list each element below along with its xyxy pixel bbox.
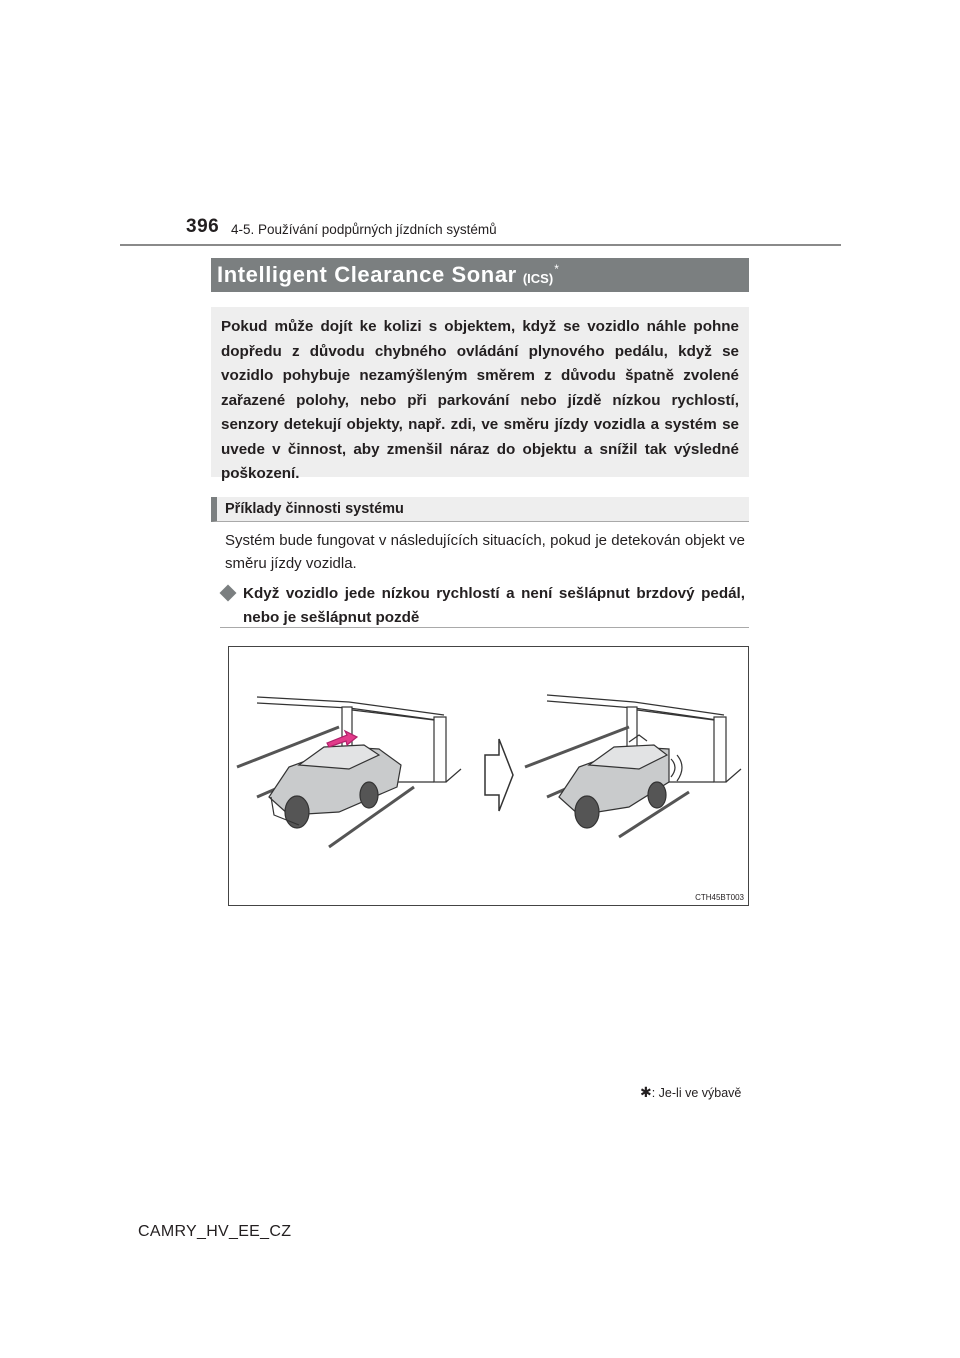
parking-collision-illustration bbox=[229, 647, 748, 905]
illustration-figure bbox=[228, 646, 749, 906]
header-divider bbox=[120, 244, 841, 246]
optional-equipment-marker: * bbox=[554, 262, 559, 276]
footnote bbox=[640, 1084, 741, 1101]
page-title-bar bbox=[211, 258, 749, 292]
intro-text: Pokud může dojít ke kolizi s objektem, když se vozidlo náhle pohne dopředu z důvodu chybného ovládání plynového pedálu, když se vozidlo pohybuje nezamýšleným směrem z důvodu špatně zvolené zařazené polohy, nebo při parkování nebo jízdě nízkou rychlostí, senzory detekují objekty, např. zdi, ve směru jízdy vozidla a systém se uvede v činnost, aby zmenšil náraz do objektu a snížil tak výsledné poškození. bbox=[221, 318, 739, 482]
intro-box bbox=[211, 307, 749, 482]
subsection-title: Příklady činnosti systému bbox=[225, 501, 404, 517]
scene-before bbox=[237, 697, 461, 847]
transition-arrow bbox=[485, 739, 513, 811]
figure-code: CTH45BT003 bbox=[695, 893, 744, 902]
page-title: Intelligent Clearance Sonar bbox=[217, 262, 517, 287]
document-id: CAMRY_HV_EE_CZ bbox=[138, 1223, 292, 1240]
bullet-heading bbox=[220, 582, 745, 629]
bullet-heading-text: Když vozidlo jede nízkou rychlostí a není sešlápnut brzdový pedál, nebo je sešlápnut pozdě bbox=[243, 585, 745, 626]
page-title-abbreviation: (ICS) bbox=[522, 271, 554, 286]
subsection-heading-bar bbox=[211, 497, 749, 522]
footnote-text: : Je-li ve výbavě bbox=[651, 1086, 742, 1100]
page-number: 396 bbox=[186, 216, 220, 237]
asterisk-icon: ✱ bbox=[640, 1084, 652, 1100]
diamond-bullet-icon bbox=[220, 585, 237, 602]
scene-after bbox=[525, 695, 741, 837]
bullet-divider bbox=[220, 627, 749, 628]
body-paragraph: Systém bude fungovat v následujících situacích, pokud je detekován objekt ve směru jízdy vozidla. bbox=[225, 532, 745, 572]
section-header: 4-5. Používání podpůrných jízdních systémů bbox=[231, 222, 497, 237]
